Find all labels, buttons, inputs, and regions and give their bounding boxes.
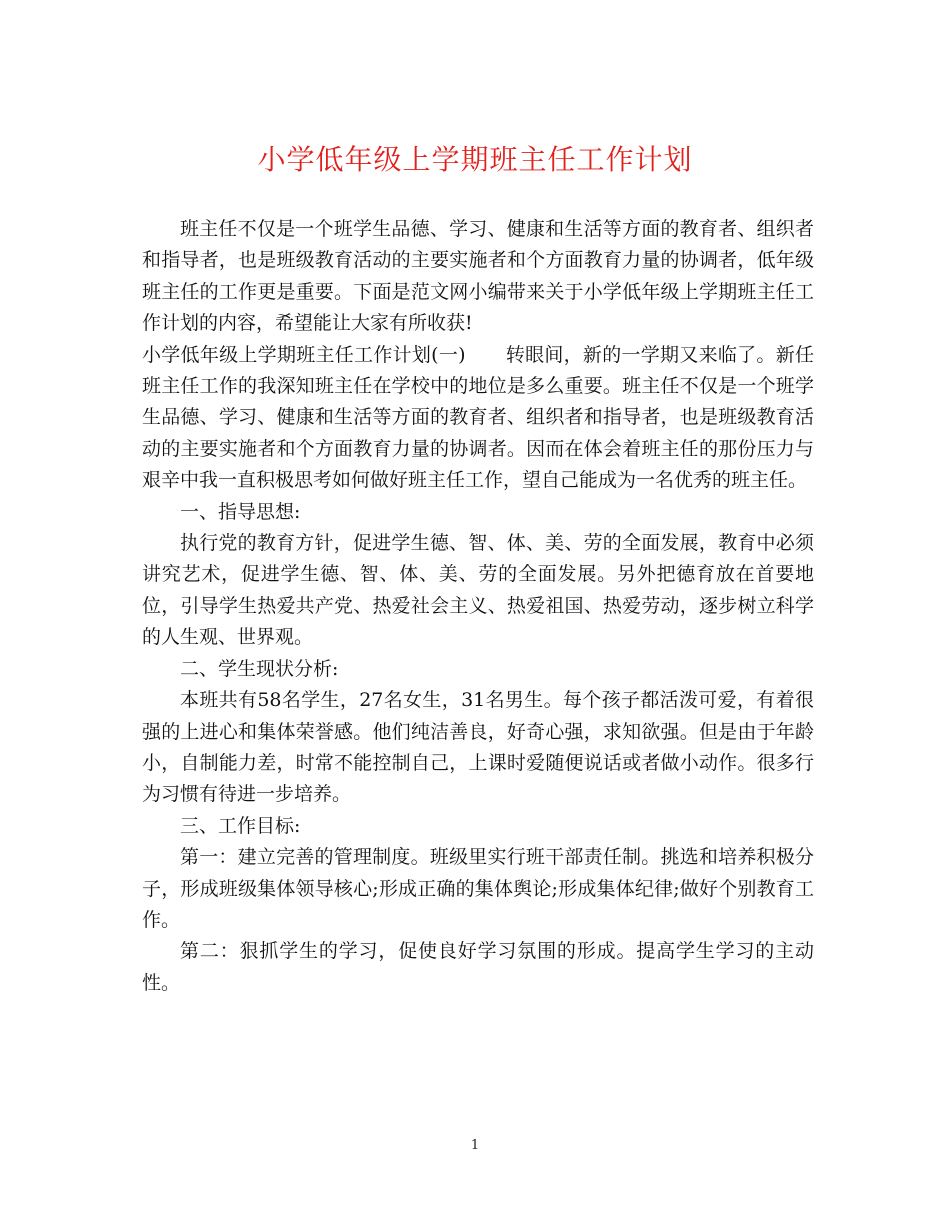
goal-item-second: 第二：狠抓学生的学习，促使良好学习氛围的形成。提高学生学习的主动性。 [142,940,814,994]
document-title: 小学低年级上学期班主任工作计划 [257,143,693,176]
plan-heading: 小学低年级上学期班主任工作计划(一) [142,343,466,366]
section-body-student-analysis: 本班共有58名学生，27名女生，31名男生。每个孩子都活泼可爱，有着很强的上进心和集体荣誉感。他们纯洁善良，好奇心强，求知欲强。但是由于年龄小，自制能力差，时常不能控制自己，上课时爱随便说话或者做小动作。很多行为习惯有待进一步培养。 [142,689,814,806]
document-body [142,214,814,999]
goal-item-first: 第一：建立完善的管理制度。班级里实行班干部责任制。挑选和培养积极分子，形成班级集体领导核心;形成正确的集体舆论;形成集体纪律;做好个别教育工作。 [142,846,814,931]
section-heading-guiding-thought: 一、指导思想: [180,500,301,523]
plan-intro-text: 转眼间，新的一学期又来临了。新任班主任工作的我深知班主任在学校中的地位是多么重要。班主任不仅是一个班学生品德、学习、健康和生活等方面的教育者、组织者和指导者，也是班级教育活动的主要实施者和个方面教育力量的协调者。因而在体会着班主任的那份压力与艰辛中我一直积极思考如何做好班主任工作，望自己能成为一名优秀的班主任。 [142,343,814,492]
page-number: 1 [470,1138,480,1153]
section-heading-work-goals: 三、工作目标: [180,814,301,837]
section-heading-student-analysis: 二、学生现状分析: [180,657,339,680]
section-body-guiding-thought: 执行党的教育方针，促进学生德、智、体、美、劳的全面发展，教育中必须讲究艺术，促进学生德、智、体、美、劳的全面发展。另外把德育放在首要地位，引导学生热爱共产党、热爱社会主义、热爱祖国、热爱劳动，逐步树立科学的人生观、世界观。 [142,532,814,649]
intro-paragraph: 班主任不仅是一个班学生品德、学习、健康和生活等方面的教育者、组织者和指导者，也是班级教育活动的主要实施者和个方面教育力量的协调者，低年级班主任的工作更是重要。下面是范文网小编带来关于小学低年级上学期班主任工作计划的内容，希望能让大家有所收获! [142,218,814,335]
plan-intro-paragraph [142,340,814,497]
